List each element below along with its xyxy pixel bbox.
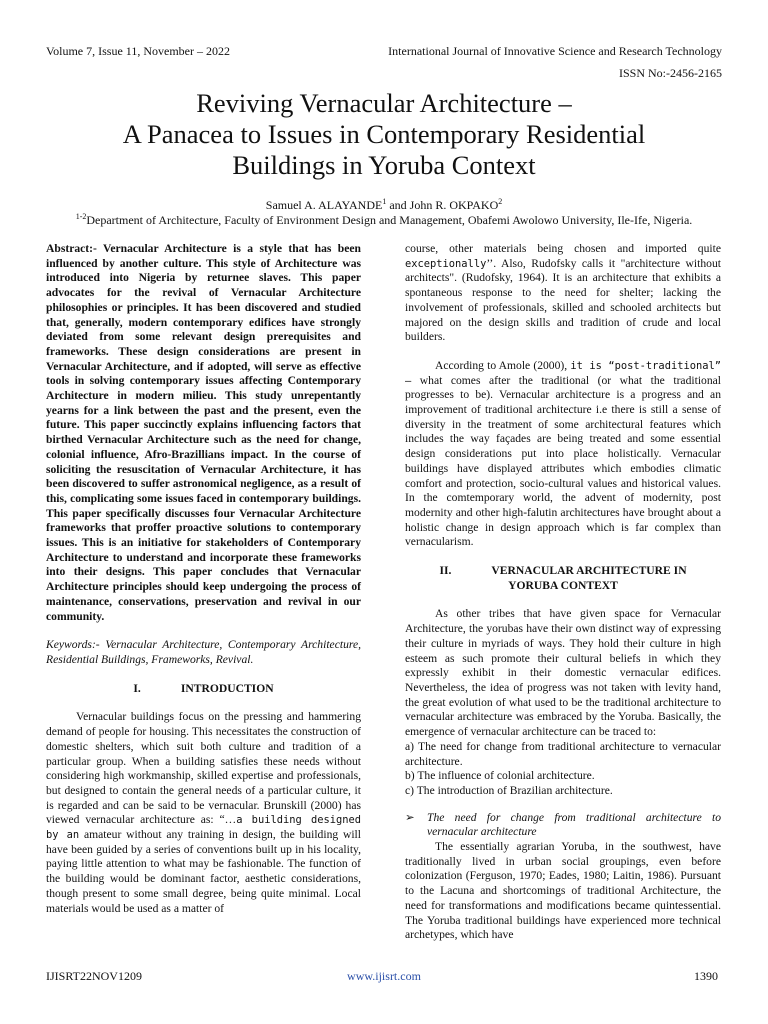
- title-line-2: A Panacea to Issues in Contemporary Residential: [122, 119, 646, 149]
- arrow-bullet-icon: ➢: [405, 810, 415, 824]
- intro-quote: a building designed by an: [46, 814, 361, 842]
- section-heading-vernacular-yoruba: [405, 564, 721, 593]
- paper-title: [40, 88, 728, 181]
- author-1: Samuel A. ALAYANDE: [265, 198, 383, 212]
- list-item-a: a) The need for change from traditional architecture to vernacular architecture.: [405, 739, 721, 768]
- section-number: I.: [133, 681, 141, 695]
- author-list: [0, 198, 768, 213]
- list-item-b: b) The influence of colonial architecture.: [405, 769, 595, 783]
- page-number: 1390: [694, 969, 718, 983]
- subsection-heading: [405, 811, 721, 840]
- section-number: II.: [439, 564, 452, 578]
- abstract: Abstract:- Vernacular Architecture is a style that has been influenced by another culture. This style of Architecture was introduced into Nigeria by returnee slaves. This paper advocates for the revival of Vernacular Architecture philosophies or principles. It has been discovered and studied that, generally, modern contemporary edifices have strongly deviated from some relevant design prerequisites and frameworks. These design considerations are present in Vernacular Architecture, and if adopted, will serve as effective tools in solving contemporary issues affecting Contemporary Architecture in modern milieu. This study unrepentantly yearns for a link between the past and the present, even the future. This paper succinctly explains influencing factors that birthed Vernacular Architecture such as the need for change, colonial influence, Afro-Brazillians impact. In the course of soliciting the resuscitation of Vernacular Architecture, it has been discovered to suffer astronomical negligence, as a result of this, complicating some issues faced in contemporary buildings. This paper specifically discusses four Vernacular Architecture frameworks that proffer proactive solutions to contemporary issues. This is an initiative for stakeholders of Contemporary Architecture to understand and incorporate these frameworks into their designs. This paper concludes that Vernacular Architecture principles should keep undergoing the process of maintenance, conservations, preservation and revival in our community.: [46, 242, 361, 623]
- yoruba-paragraph: As other tribes that have given space for Vernacular Architecture, the yorubas have their own distinct way of expressing their culture in myriads of ways. They hold their culture in high esteem as such promote their cultural beliefs in which they expressly exhibit in their domestic vernacular edifices. Nevertheless, the idea of progress was not taken with levity hand, the great evolution of what used to be the traditional architecture to vernacular architecture was embraced by the Yoruba. Basically, the emergence of vernacular architecture can be traced to:: [405, 607, 721, 739]
- amole-text-a: According to Amole (2000),: [435, 358, 571, 372]
- paper-id: IJISRT22NOV1209: [46, 969, 142, 983]
- affiliation-text: Department of Architecture, Faculty of Environment Design and Management, Obafemi Awolowo University, Ile-Ife, Nigeria.: [86, 213, 693, 227]
- section-heading-introduction: [46, 682, 361, 697]
- author-2-marker: 2: [498, 197, 503, 206]
- cont-text-b: ’’. Also, Rudofsky calls it "architecture without architects". (Rudofsky, 1964). It is an architecture that exhibits a spontaneous response to the need for shelter; lacking the involvement of professionals, skilled and schooled architects but majored on the design skills and tradition of crude and local builders.: [405, 256, 721, 344]
- section-title: INTRODUCTION: [180, 681, 274, 695]
- journal-volume-info: Volume 7, Issue 11, November – 2022: [46, 44, 230, 58]
- intro-text-a: Vernacular buildings focus on the pressing and hammering demand of people for housing. This necessitates the construction of domestic shelters, which suit both culture and tradition of a particular group. When a building satisfies these needs without considering high workmanship, skilled expertise and professionals, but designed to contain the general needs of a particular culture, it is regarded and can be said to be vernacular. Brunskill (2000) has viewed vernacular architecture as: “…: [46, 710, 361, 827]
- continued-paragraph: [405, 242, 721, 345]
- agrarian-paragraph: The essentially agrarian Yoruba, in the southwest, have traditionally lived in urban social groupings, even before colonization (Ferguson, 1970; Eades, 1980; Laitin, 1986). Pursuant to the Lacuna and shortcomings of traditional Architecture, the need for transformations and modifications became quintessential. The Yoruba traditional buildings have experienced more technical archetypes, which have: [405, 840, 721, 942]
- section-title-line-2: YORUBA CONTEXT: [508, 578, 618, 592]
- left-column: [46, 242, 361, 916]
- intro-paragraph: [46, 710, 361, 916]
- keywords: Keywords:- Vernacular Architecture, Contemporary Architecture, Residential Buildings, Frameworks, Revival.: [46, 638, 361, 666]
- author-1-marker: 1: [382, 197, 387, 206]
- issn-number: ISSN No:-2456-2165: [618, 66, 722, 80]
- author-2: John R. OKPAKO: [409, 198, 499, 212]
- subsection-title: The need for change from traditional architecture to vernacular architecture: [427, 810, 721, 839]
- title-line-1: Reviving Vernacular Architecture –: [196, 88, 572, 118]
- cont-text-a: course, other materials being chosen and imported quite: [405, 242, 721, 255]
- author-affiliation: [0, 213, 768, 228]
- section-title-line-1: VERNACULAR ARCHITECTURE IN: [491, 564, 687, 578]
- amole-quote: it is “post-traditional” –: [405, 359, 721, 387]
- journal-website-link[interactable]: www.ijisrt.com: [347, 969, 421, 983]
- affiliation-marker: 1-2: [75, 212, 87, 221]
- list-item-c: c) The introduction of Brazilian architecture.: [405, 783, 613, 797]
- title-line-3: Buildings in Yoruba Context: [232, 150, 536, 180]
- amole-text-b: what comes after the traditional (or what the traditional progresses to be). Vernacular architecture is a progress and an improvement of traditional architecture i.e there is still a sense of diversity in the treatment of some architectural features which includes the way façades are being treated and some essential design considerations put into place holistically. Vernacular buildings have displayed attributes which embodies climatic comfort and protection, socio-cultural values and historical values. In the comtemporary world, the advent of modernity, post modernity and other high-falutin architectures have brought about a holistic change in design approach which is far complex than vernacularism.: [405, 373, 721, 549]
- cont-quote: exceptionally: [405, 257, 487, 270]
- right-column: [405, 242, 721, 943]
- intro-text-b: amateur without any training in design, the building will have been guided by a series of conventions built up in his locality, paying little attention to what may be fashionable. The function of the building would be dominant factor, aesthetic considerations, though present to some small degree, being quite minimal. Local materials would be used as a matter of: [46, 828, 361, 915]
- journal-name: International Journal of Innovative Science and Research Technology: [388, 44, 722, 58]
- amole-paragraph: [405, 359, 721, 550]
- author-conjunction: and: [386, 198, 410, 212]
